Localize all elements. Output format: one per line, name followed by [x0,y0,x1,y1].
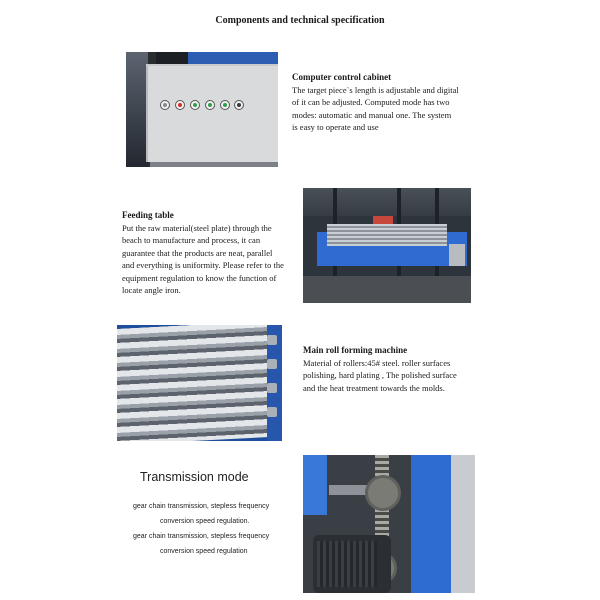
cabinet-body [292,84,492,134]
feeding-line: equipment regulation to know the function of [122,272,277,283]
feeding-line: beach to manufacture and process, it can [122,235,261,246]
roll-forming-title: Main roll forming machine [303,345,408,355]
roll-forming-line: and the heat treatment towards the molds. [303,382,445,393]
roll-forming-body [303,357,493,394]
roll-forming-line: Material of rollers:45# steel. roller surfaces [303,358,451,368]
transmission-photo [303,455,475,593]
feeding-title: Feeding table [122,210,174,220]
roll-forming-line: polishing, hard plating , The polished surface [303,370,457,381]
cabinet-line: modes: automatic and manual one. The system [292,109,452,120]
transmission-title: Transmission mode [140,470,249,484]
cabinet-button [175,100,185,110]
cabinet-line: The target piece`s length is adjustable and digital [292,85,459,95]
cabinet-button [190,100,200,110]
feeding-line: and everything is uniformity. Please refer to the [122,260,284,271]
cabinet-button [205,100,215,110]
cabinet-line: is easy to operate and use [292,122,379,133]
cabinet-button [234,100,244,110]
feeding-line: guarantee that the products are neat, parallel [122,247,273,258]
cabinet-button [160,100,170,110]
cabinet-button [220,100,230,110]
cabinet-section [292,72,492,134]
transmission-line: gear chain transmission, stepless frequency [133,533,270,540]
page-title: Components and technical specification [215,15,385,26]
transmission-line: conversion speed regulation. [160,518,250,525]
feeding-body [122,222,304,296]
cabinet-line: of it can be adjusted. Computed mode has two [292,97,450,108]
roll-forming-photo [117,325,282,441]
control-cabinet-photo [126,52,278,167]
transmission-line: conversion speed regulation [160,548,248,555]
transmission-line: gear chain transmission, stepless frequency [133,503,270,510]
feeding-line: locate angle iron. [122,285,181,296]
feeding-section [122,210,304,296]
cabinet-title: Computer control cabinet [292,72,392,82]
feeding-table-photo [303,188,471,303]
feeding-line: Put the raw material(steel plate) through the [122,223,272,233]
roll-forming-section [303,345,493,394]
